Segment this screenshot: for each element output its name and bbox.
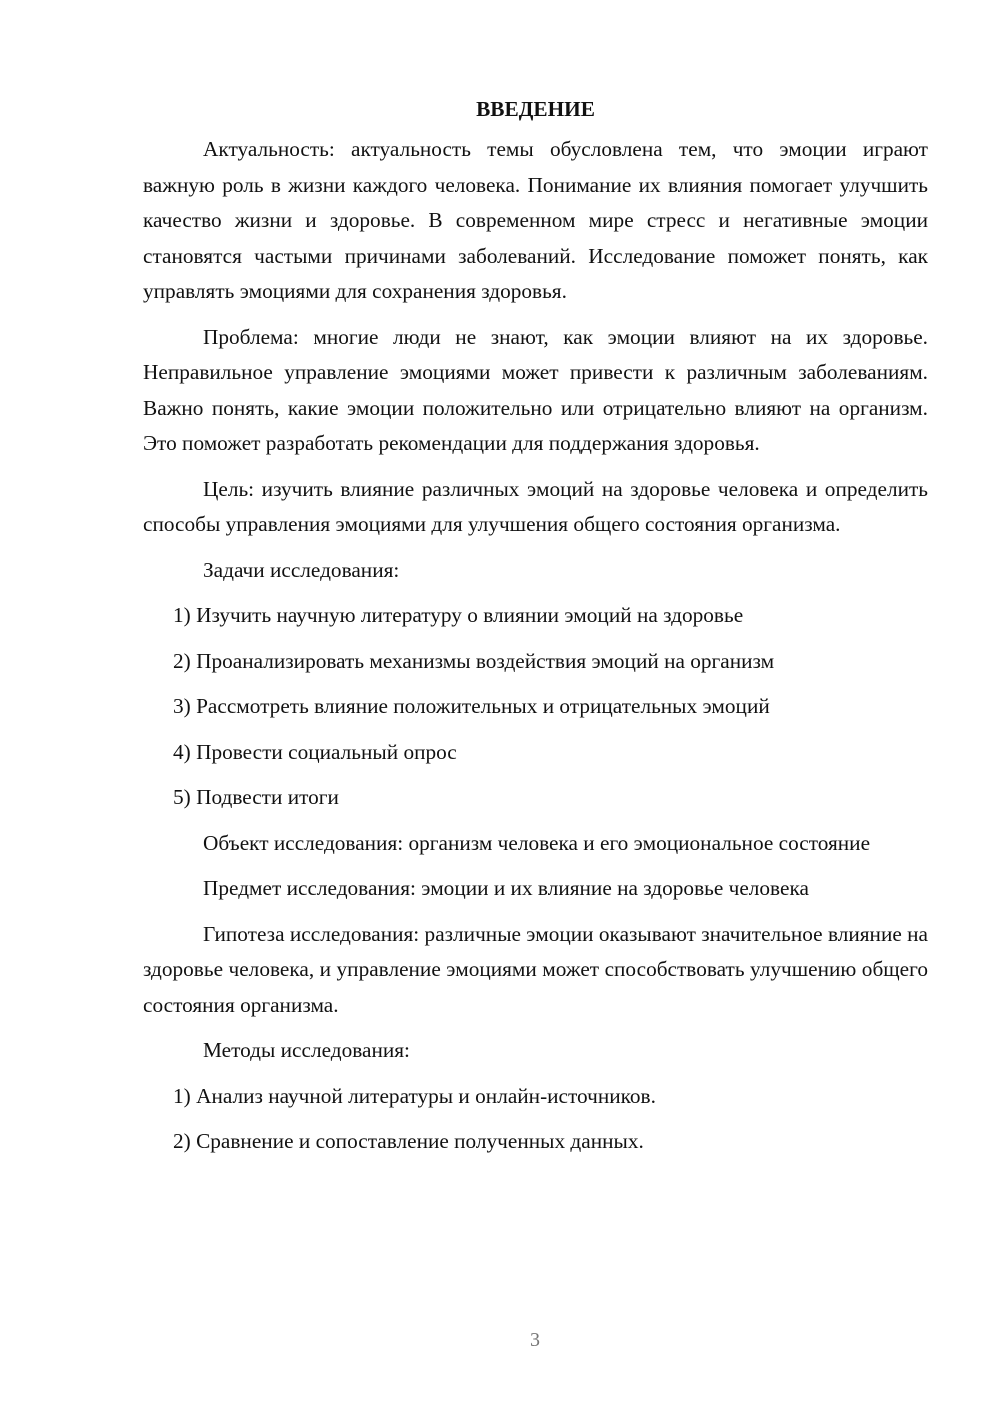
page-heading: ВВЕДЕНИЕ	[476, 97, 595, 121]
subject-paragraph: Предмет исследования: эмоции и их влияние на здоровье человека	[203, 876, 809, 900]
page-number: 3	[530, 1329, 540, 1351]
task-item: 1) Изучить научную литературу о влиянии эмоций на здоровье	[173, 603, 744, 627]
task-item: 4) Провести социальный опрос	[173, 739, 457, 764]
task-item: 2) Проанализировать механизмы воздействия эмоций на организм	[173, 648, 775, 673]
relevance-paragraph: Актуальность: актуальность темы обусловлена тем, что эмоции играют важную роль в жизни каждого человека. Понимание их влияния помогает улучшить качество жизни и здоровье. В современном мире стресс и негативные эмоции становятся частыми причинами заболеваний. Исследование поможет понять, как управлять эмоциями для сохранения здоровья.	[143, 137, 928, 303]
hypothesis-paragraph: Гипотеза исследования: различные эмоции оказывают значительное влияние на здоровье человека, и управление эмоциями может способствовать улучшению общего состояния организма.	[143, 921, 928, 1017]
object-paragraph: Объект исследования: организм человека и его эмоциональное состояние	[203, 830, 871, 855]
goal-paragraph: Цель: изучить влияние различных эмоций на здоровье человека и определить способы управления эмоциями для улучшения общего состояния организма.	[143, 476, 928, 536]
method-item: 1) Анализ научной литературы и онлайн-источников.	[173, 1083, 656, 1108]
method-item: 2) Сравнение и сопоставление полученных данных.	[173, 1129, 644, 1153]
task-item: 5) Подвести итоги	[173, 785, 339, 809]
tasks-title: Задачи исследования:	[203, 557, 400, 582]
task-item: 3) Рассмотреть влияние положительных и отрицательных эмоций	[173, 694, 770, 718]
page-content	[143, 92, 928, 1160]
problem-paragraph: Проблема: многие люди не знают, как эмоции влияют на их здоровье. Неправильное управление эмоциями может привести к различным заболеваниям. Важно понять, какие эмоции положительно или отрицательно влияют на организм. Это поможет разработать рекомендации для поддержания здоровья.	[143, 324, 928, 455]
methods-title: Методы исследования:	[203, 1038, 410, 1062]
